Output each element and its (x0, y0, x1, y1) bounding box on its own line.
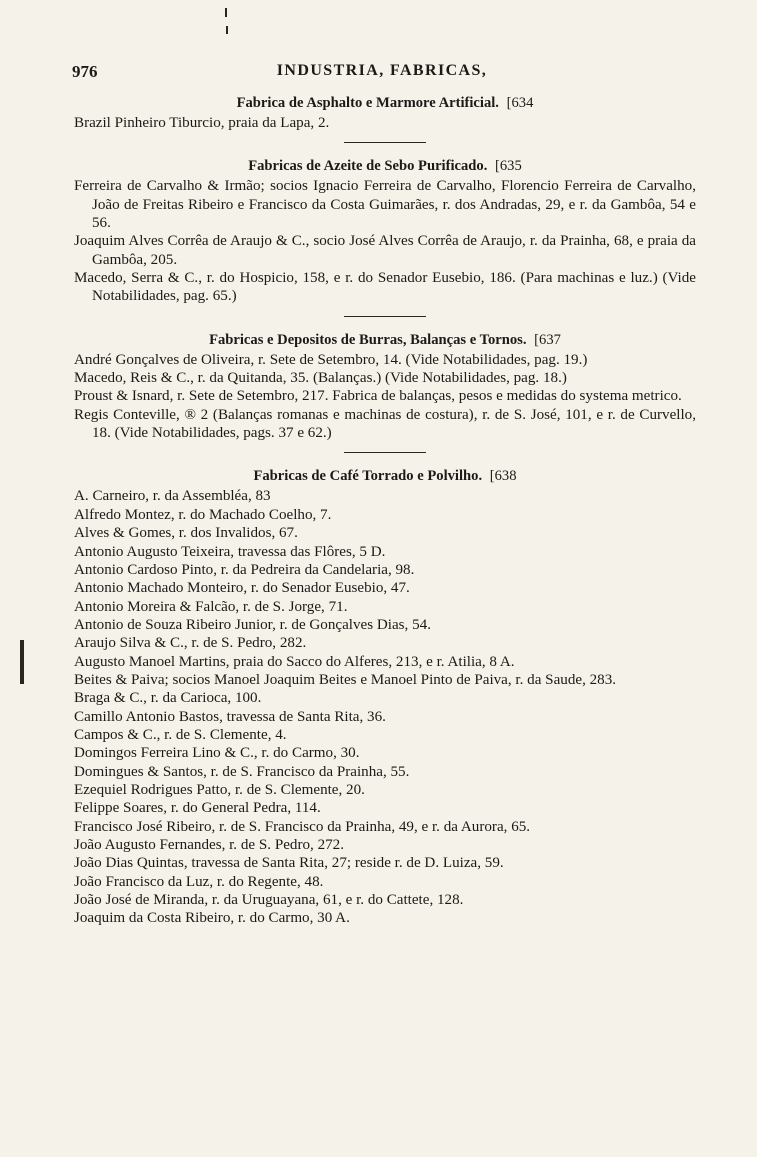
list-item: Felippe Soares, r. do General Pedra, 114. (74, 800, 321, 817)
section-ref: [638 (489, 468, 517, 485)
list-item: Regis Conteville, ® 2 (Balanças romanas e machinas de costura), r. de S. José, 101, e r. de Curvello, 18. (Vide Notabilidades, pags. 37 e 62.) (74, 406, 696, 442)
section-asphalto (74, 94, 696, 132)
list-item: Domingues & Santos, r. de S. Francisco da Prainha, 55. (74, 763, 410, 780)
list-item: Ezequiel Rodrigues Patto, r. de S. Clemente, 20. (74, 781, 365, 798)
list-item: Alfredo Montez, r. do Machado Coelho, 7. (74, 506, 332, 523)
list-item: A. Carneiro, r. da Assembléa, 83 (74, 488, 271, 505)
list-item: Joaquim da Costa Ribeiro, r. do Carmo, 30 A. (74, 910, 350, 927)
section-title: Fabricas e Depositos de Burras, Balanças e Tornos. (209, 331, 527, 348)
list-item: Camillo Antonio Bastos, travessa de Santa Rita, 36. (74, 708, 386, 725)
list-item: Araujo Silva & C., r. de S. Pedro, 282. (74, 635, 307, 652)
list-item: Joaquim Alves Corrêa de Araujo & C., socio José Alves Corrêa de Araujo, r. da Prainha, 68, e praia da Gambôa, 205. (74, 233, 696, 268)
page-content (74, 94, 696, 928)
list-item: Macedo, Serra & C., r. do Hospicio, 158, e r. do Senador Eusebio, 186. (Para machinas e luz.) (Vide Notabilidades, pag. 65.) (74, 270, 696, 305)
list-item: João José de Miranda, r. da Uruguayana, 61, e r. do Cattete, 128. (74, 892, 464, 909)
page-header (72, 62, 692, 84)
section-ref: [634 (506, 95, 534, 111)
section-divider (344, 142, 426, 143)
list-item: Antonio Machado Monteiro, r. do Senador Eusebio, 47. (74, 580, 410, 597)
section-heading (74, 157, 696, 176)
list-item: João Augusto Fernandes, r. de S. Pedro, 272. (74, 837, 344, 853)
section-ref: [635 (495, 158, 522, 175)
list-item: Alves & Gomes, r. dos Invalidos, 67. (74, 525, 298, 542)
list-item: Brazil Pinheiro Tiburcio, praia da Lapa, 2. (74, 115, 330, 131)
running-title: INDUSTRIA, FABRICAS, (276, 62, 488, 79)
list-item: Braga & C., r. da Carioca, 100. (74, 690, 262, 707)
section-title: Fabricas de Café Torrado e Polvilho. (253, 468, 483, 485)
list-item: Beites & Paiva; socios Manoel Joaquim Beites e Manoel Pinto de Paiva, r. da Saude, 283. (74, 671, 617, 688)
section-azeite (74, 157, 696, 305)
list-item: Proust & Isnard, r. Sete de Setembro, 217. Fabrica de balanças, pesos e medidas do systema metrico. (74, 388, 682, 405)
ink-mark (226, 26, 228, 34)
page-number: 976 (72, 62, 98, 81)
list-item: João Dias Quintas, travessa de Santa Rita, 27; reside r. de D. Luiza, 59. (74, 855, 504, 872)
section-burras (74, 331, 696, 443)
list-item: Antonio de Souza Ribeiro Junior, r. de Gonçalves Dias, 54. (74, 616, 431, 633)
section-ref: [637 (534, 331, 561, 348)
list-item: Antonio Moreira & Falcão, r. de S. Jorge, 71. (74, 598, 348, 615)
section-heading (74, 331, 696, 350)
section-title: Fabrica de Asphalto e Marmore Artificial. (236, 95, 499, 111)
binding-mark (20, 640, 24, 684)
list-item: Campos & C., r. de S. Clemente, 4. (74, 726, 287, 743)
list-item: Augusto Manoel Martins, praia do Sacco do Alferes, 213, e r. Atilia, 8 A. (74, 653, 515, 670)
section-heading (74, 467, 696, 486)
ink-mark (225, 8, 227, 17)
list-item: Antonio Cardoso Pinto, r. da Pedreira da Candelaria, 98. (74, 561, 415, 578)
section-divider (344, 452, 426, 453)
section-title: Fabricas de Azeite de Sebo Purificado. (248, 158, 488, 175)
section-heading (74, 94, 696, 113)
list-item: Francisco José Ribeiro, r. de S. Francisco da Prainha, 49, e r. da Aurora, 65. (74, 818, 531, 835)
list-item: Ferreira de Carvalho & Irmão; socios Ignacio Ferreira de Carvalho, Florencio Ferreira de Carvalho, João de Freitas Ribeiro e Francisco da Costa Guimarães, r. dos Andradas, 29, e r. da Gambôa, 54 e 56. (74, 178, 696, 232)
section-cafe (74, 467, 696, 927)
list-item: João Francisco da Luz, r. do Regente, 48. (74, 873, 324, 890)
list-item: Antonio Augusto Teixeira, travessa das Flôres, 5 D. (74, 543, 386, 560)
list-item: André Gonçalves de Oliveira, r. Sete de Setembro, 14. (Vide Notabilidades, pag. 19.) (74, 351, 588, 368)
list-item: Macedo, Reis & C., r. da Quitanda, 35. (Balanças.) (Vide Notabilidades, pag. 18.) (74, 370, 567, 387)
list-item: Domingos Ferreira Lino & C., r. do Carmo, 30. (74, 745, 360, 762)
section-divider (344, 316, 426, 317)
